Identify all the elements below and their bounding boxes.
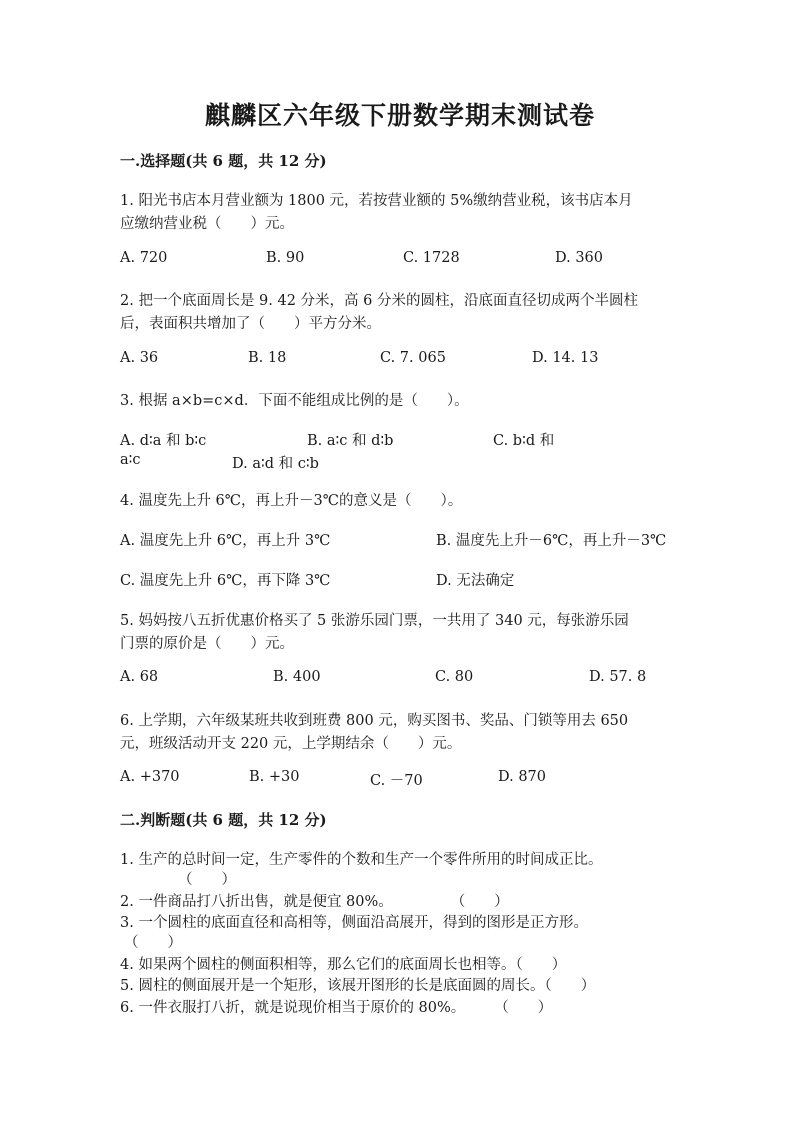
question-3-option-a: A. d∶a 和 b∶c <box>120 433 207 449</box>
question-1-option-a: A. 720 <box>120 250 168 266</box>
judgement-5: 5. 圆柱的侧面展开是一个矩形，该展开图形的长是底面圆的周长。（ ） <box>120 978 596 994</box>
question-2-option-b: B. 18 <box>248 350 287 366</box>
question-4-line-1: 4. 温度先上升 6℃，再上升－3℃的意义是（ ）。 <box>120 493 463 509</box>
question-3-option-c: C. b∶d 和 <box>493 433 555 449</box>
question-1-line-2: 应缴纳营业税（ ）元。 <box>120 216 294 232</box>
question-3-option-d: D. a∶d 和 c∶b <box>232 456 319 472</box>
question-2-line-1: 2. 把一个底面周长是 9. 42 分米，高 6 分米的圆柱，沿底面直径切成两个半圆柱 <box>120 293 638 309</box>
question-1-option-b: B. 90 <box>266 250 305 266</box>
page-title: 麒麟区六年级下册数学期末测试卷 <box>204 101 595 130</box>
judgement-3-blank: （ ） <box>124 935 182 951</box>
judgement-1-blank: （ ） <box>178 872 236 888</box>
section-heading-judgement: 二.判断题(共 6 题，共 12 分) <box>120 811 327 829</box>
question-5-option-d: D. 57. 8 <box>589 669 647 685</box>
question-2-option-d: D. 14. 13 <box>532 350 599 366</box>
question-6-option-d: D. 870 <box>498 769 547 785</box>
question-3-option-c-continued: a∶c <box>120 452 141 468</box>
question-4-option-a: A. 温度先上升 6℃，再上升 3℃ <box>120 533 331 549</box>
section-heading-choice: 一.选择题(共 6 题，共 12 分) <box>120 152 327 170</box>
question-6-line-2: 元，班级活动开支 220 元，上学期结余（ ）元。 <box>120 736 462 752</box>
judgement-6: 6. 一件衣服打八折，就是说现价相当于原价的 80%。 （ ） <box>120 1000 553 1016</box>
question-4-option-d: D. 无法确定 <box>436 573 515 589</box>
question-6-option-c: C. －70 <box>370 773 423 789</box>
question-6-option-a: A. +370 <box>120 769 180 785</box>
question-5-line-2: 门票的原价是（ ）元。 <box>120 636 294 652</box>
judgement-4: 4. 如果两个圆柱的侧面积相等，那么它们的底面周长也相等。（ ） <box>120 957 567 973</box>
question-2-line-2: 后，表面积共增加了（ ）平方分米。 <box>120 316 381 332</box>
question-5-option-a: A. 68 <box>120 669 159 685</box>
question-4-option-c: C. 温度先上升 6℃，再下降 3℃ <box>120 573 331 589</box>
question-5-option-b: B. 400 <box>273 669 321 685</box>
question-6-line-1: 6. 上学期，六年级某班共收到班费 800 元，购买图书、奖品、门锁等用去 650 <box>120 713 629 729</box>
question-3-line-1: 3. 根据 a×b=c×d．下面不能组成比例的是（ ）。 <box>120 393 469 409</box>
question-1-line-1: 1. 阳光书店本月营业额为 1800 元，若按营业额的 5%缴纳营业税，该书店本月 <box>120 193 633 209</box>
question-2-option-a: A. 36 <box>120 350 159 366</box>
judgement-1: 1. 生产的总时间一定，生产零件的个数和生产一个零件所用的时间成正比。 <box>120 852 603 868</box>
question-1-option-d: D. 360 <box>555 250 604 266</box>
judgement-3: 3. 一个圆柱的底面直径和高相等，侧面沿高展开，得到的图形是正方形。 <box>120 915 588 931</box>
question-4-option-b: B. 温度先上升－6℃，再上升－3℃ <box>436 533 667 549</box>
judgement-2: 2. 一件商品打八折出售，就是便宜 80%。 （ ） <box>120 894 509 910</box>
question-6-option-b: B. +30 <box>249 769 300 785</box>
question-1-option-c: C. 1728 <box>403 250 460 266</box>
question-5-line-1: 5. 妈妈按八五折优惠价格买了 5 张游乐园门票，一共用了 340 元，每张游乐园 <box>120 613 629 629</box>
question-5-option-c: C. 80 <box>435 669 474 685</box>
question-3-option-b: B. a∶c 和 d∶b <box>307 433 394 449</box>
question-2-option-c: C. 7. 065 <box>380 350 446 366</box>
